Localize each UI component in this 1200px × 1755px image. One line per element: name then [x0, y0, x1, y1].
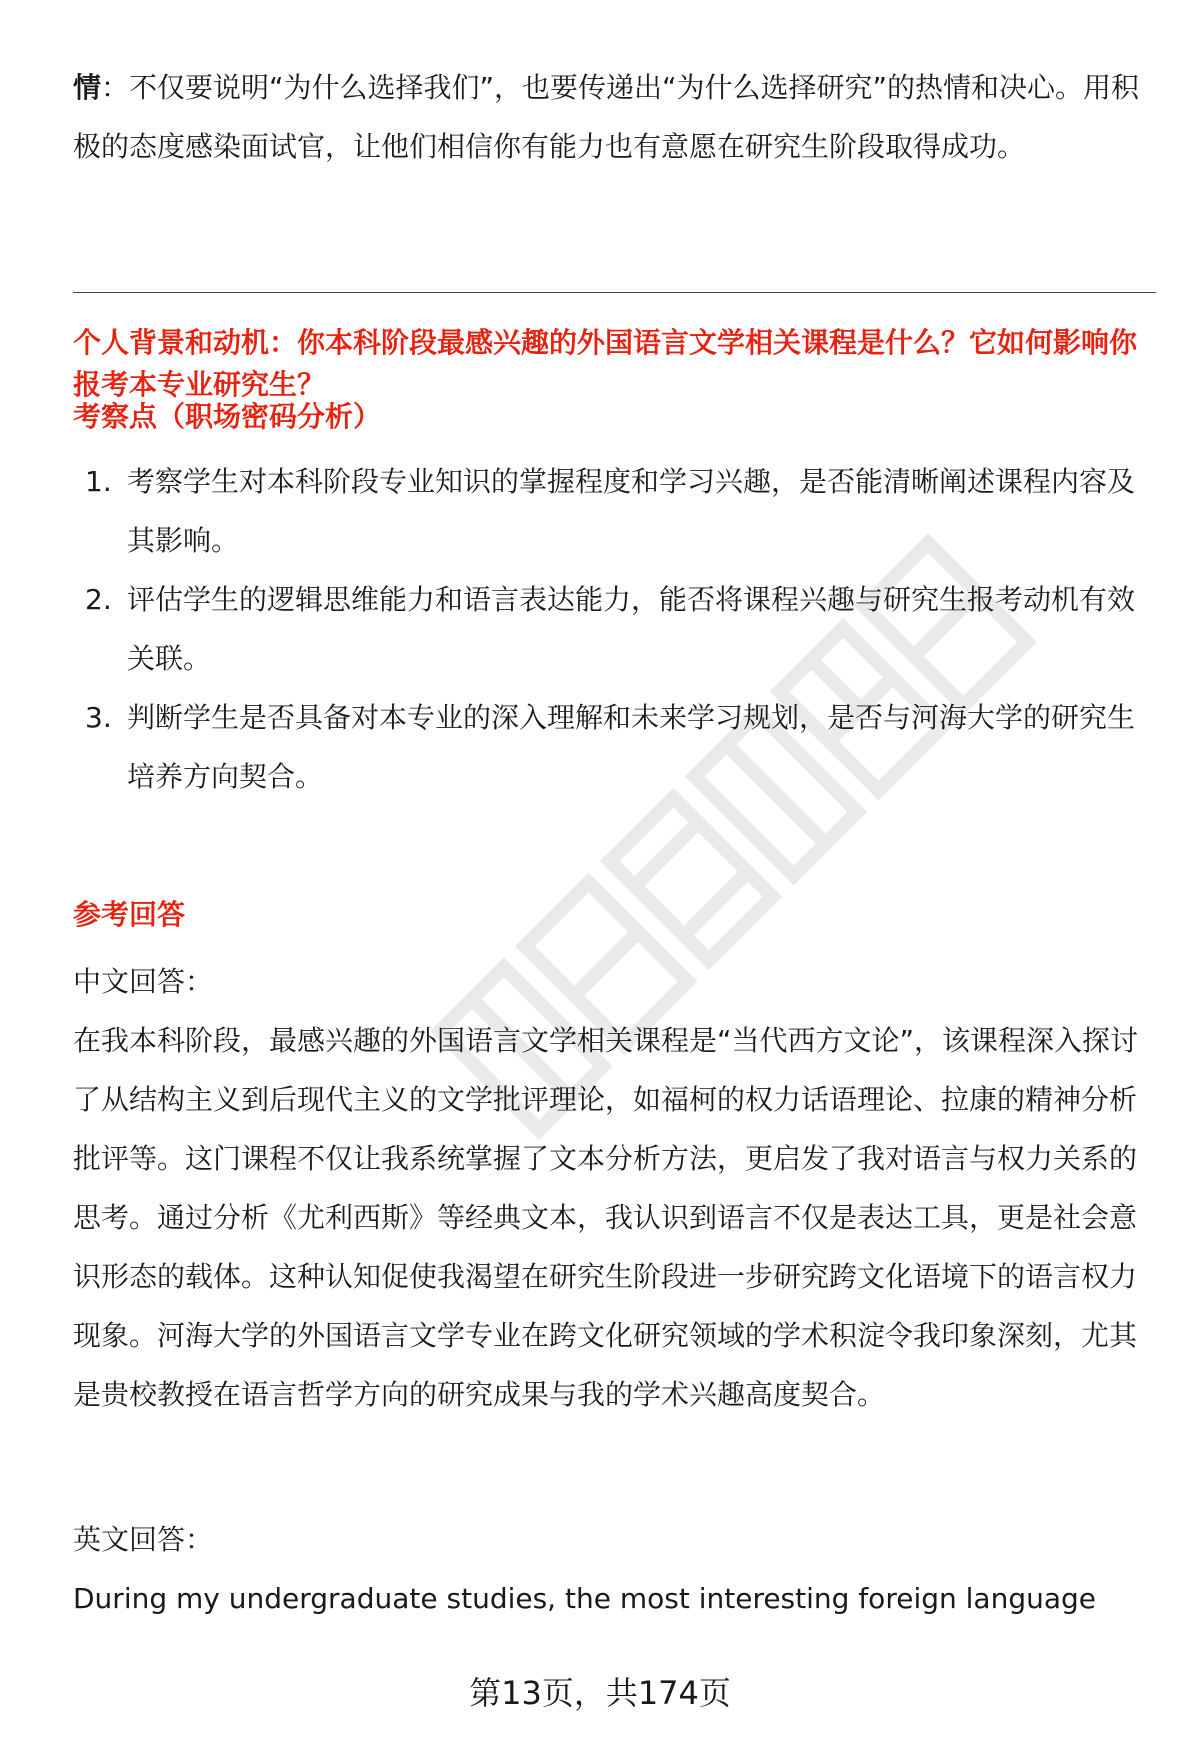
intro-label: 情 [73, 71, 102, 104]
focus-list [73, 452, 1147, 806]
focus-item-text: 评估学生的逻辑思维能力和语言表达能力，能否将课程兴趣与研究生报考动机有效关联。 [127, 583, 1136, 675]
page-number: 第13页，共174页 [469, 1674, 731, 1712]
intro-text: ：不仅要说明“为什么选择我们”，也要传递出“为什么选择研究”的热情和决心。用积极的态度感染面试官，让他们相信你有能力也有意愿在研究生阶段取得成功。 [73, 71, 1140, 163]
focus-item [73, 452, 1147, 570]
section-divider [73, 292, 1156, 293]
english-answer: During my undergraduate studies, the most interesting foreign language [73, 1582, 1096, 1615]
focus-item-number: 3. [85, 701, 112, 734]
focus-item [73, 688, 1147, 806]
english-label: 英文回答： [73, 1523, 214, 1556]
focus-title: 考察点（职场密码分析） [73, 400, 382, 433]
chinese-answer-block [73, 952, 1147, 1424]
chinese-label: 中文回答： [73, 965, 214, 998]
focus-item-text: 判断学生是否具备对本专业的深入理解和未来学习规划，是否与河海大学的研究生培养方向契合。 [127, 701, 1136, 793]
chinese-answer: 在我本科阶段，最感兴趣的外国语言文学相关课程是“当代西方文论”，该课程深入探讨了从结构主义到后现代主义的文学批评理论，如福柯的权力话语理论、拉康的精神分析批评等。这门课程不仅让我系统掌握了文本分析方法，更启发了我对语言与权力关系的思考。通过分析《尤利西斯》等经典文本，我认识到语言不仅是表达工具，更是社会意识形态的载体。这种认知促使我渴望在研究生阶段进一步研究跨文化语境下的语言权力现象。河海大学的外国语言文学专业在跨文化研究领域的学术积淀令我印象深刻，尤其是贵校教授在语言哲学方向的研究成果与我的学术兴趣高度契合。 [73, 1024, 1139, 1411]
focus-item-number: 1. [85, 465, 112, 498]
focus-item [73, 570, 1147, 688]
english-answer-block [73, 1510, 1147, 1628]
intro-paragraph [73, 58, 1147, 176]
focus-item-number: 2. [85, 583, 112, 616]
question-heading: 个人背景和动机：你本科阶段最感兴趣的外国语言文学相关课程是什么？它如何影响你报考本专业研究生？ [73, 326, 1138, 401]
focus-item-text: 考察学生对本科阶段专业知识的掌握程度和学习兴趣，是否能清晰阐述课程内容及其影响。 [127, 465, 1136, 557]
answer-title: 参考回答 [73, 898, 186, 931]
